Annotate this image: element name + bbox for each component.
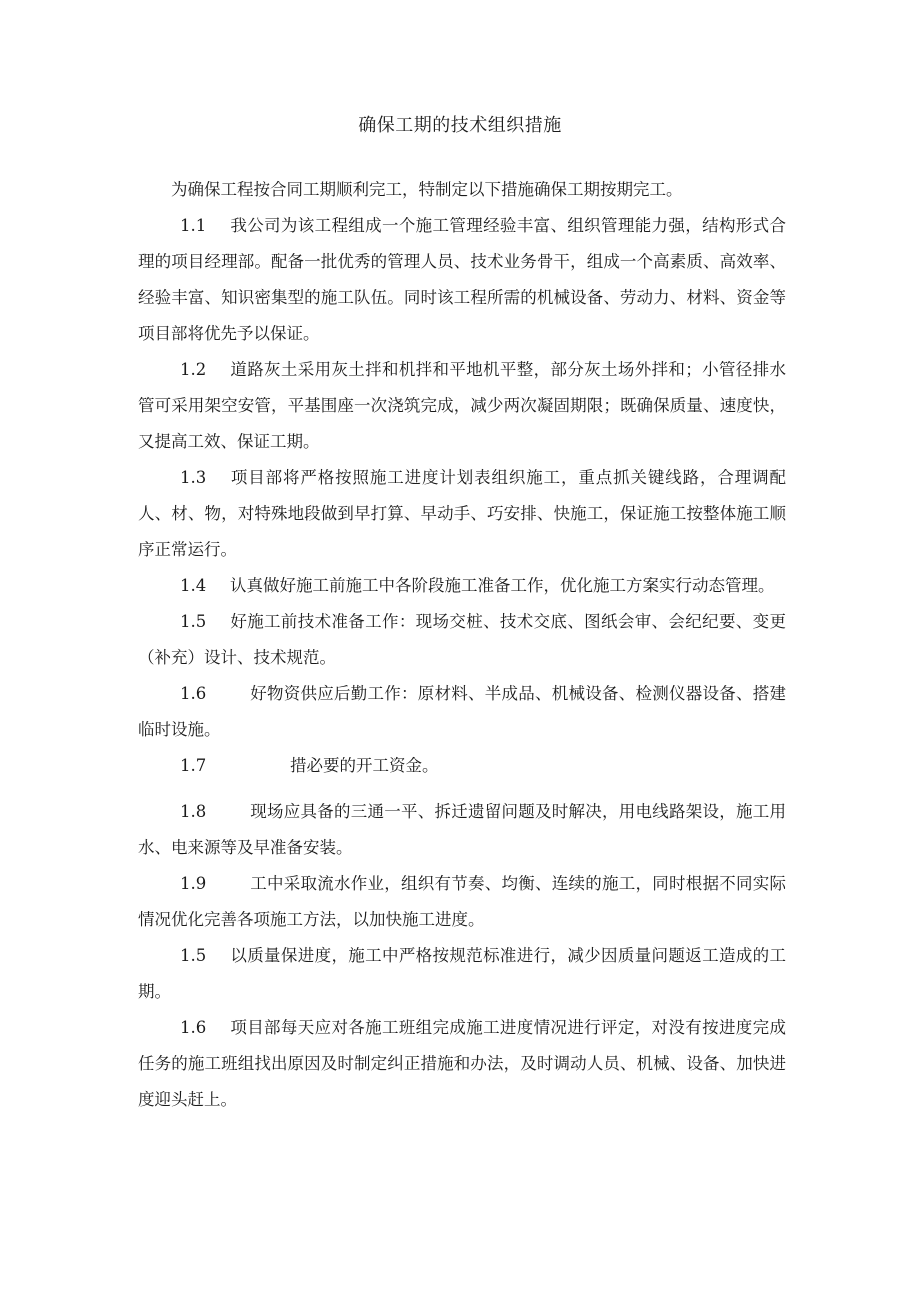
item-number: 1.5 (180, 946, 207, 965)
item-number: 1.8 (180, 802, 207, 821)
item-text: 以质量保进度，施工中严格按规范标准进行，减少因质量问题返工造成的工期。 (138, 946, 786, 1001)
item-paragraph-1-2 (138, 352, 786, 460)
item-number: 1.3 (180, 468, 207, 487)
item-text: 好施工前技术准备工作：现场交桩、技术交底、图纸会审、会纪纪要、变更（补充）设计、技术规范。 (138, 612, 786, 667)
item-number: 1.6 (180, 1018, 207, 1037)
item-paragraph-1-4 (138, 568, 786, 604)
item-paragraph-1-8 (138, 794, 786, 866)
item-text: 现场应具备的三通一平、拆迁遗留问题及时解决，用电线路架设，施工用水、电来源等及早准备安装。 (138, 802, 786, 857)
item-paragraph-1-9 (138, 866, 786, 938)
document-title: 确保工期的技术组织措施 (358, 115, 562, 136)
item-text: 道路灰土采用灰土拌和机拌和平地机平整，部分灰土场外拌和；小管径排水管可采用架空安管，平基围座一次浇筑完成，减少两次凝固期限；既确保质量、速度快，又提高工效、保证工期。 (138, 360, 786, 451)
intro-paragraph: 为确保工程按合同工期顺利完工，特制定以下措施确保工期按期完工。 (171, 180, 683, 199)
item-number: 1.6 (180, 684, 207, 703)
item-text: 项目部将严格按照施工进度计划表组织施工，重点抓关键线路，合理调配人、材、物，对特殊地段做到早打算、早动手、巧安排、快施工，保证施工按整体施工顺序正常运行。 (138, 468, 786, 559)
item-number: 1.5 (180, 612, 207, 631)
item-text: 工中采取流水作业，组织有节奏、均衡、连续的施工，同时根据不同实际情况优化完善各项施工方法，以加快施工进度。 (138, 874, 786, 929)
item-text: 我公司为该工程组成一个施工管理经验丰富、组织管理能力强，结构形式合理的项目经理部。配备一批优秀的管理人员、技术业务骨干，组成一个高素质、高效率、经验丰富、知识密集型的施工队伍。同时该工程所需的机械设备、劳动力、材料、资金等项目部将优先予以保证。 (138, 216, 786, 343)
item-text: 好物资供应后勤工作：原材料、半成品、机械设备、检测仪器设备、搭建临时设施。 (138, 684, 786, 739)
item-text: 项目部每天应对各施工班组完成施工进度情况进行评定，对没有按进度完成任务的施工班组找出原因及时制定纠正措施和办法，及时调动人员、机械、设备、加快进度迎头赶上。 (138, 1018, 786, 1109)
item-number: 1.2 (180, 360, 207, 379)
item-paragraph-1-5 (138, 604, 786, 676)
item-paragraph-1-6-b (138, 1010, 786, 1118)
item-paragraph-1-7 (138, 748, 786, 784)
item-number: 1.7 (180, 756, 207, 775)
item-number: 1.1 (180, 216, 207, 235)
item-paragraph-1-3 (138, 460, 786, 568)
item-paragraph-1-6 (138, 676, 786, 748)
item-text: 认真做好施工前施工中各阶段施工准备工作，优化施工方案实行动态管理。 (230, 576, 775, 595)
item-paragraph-1-5-b (138, 938, 786, 1010)
document-body (138, 172, 786, 1118)
item-number: 1.9 (180, 874, 207, 893)
item-paragraph-1-1 (138, 208, 786, 352)
item-number: 1.4 (180, 576, 207, 595)
item-text: 措必要的开工资金。 (290, 756, 439, 775)
